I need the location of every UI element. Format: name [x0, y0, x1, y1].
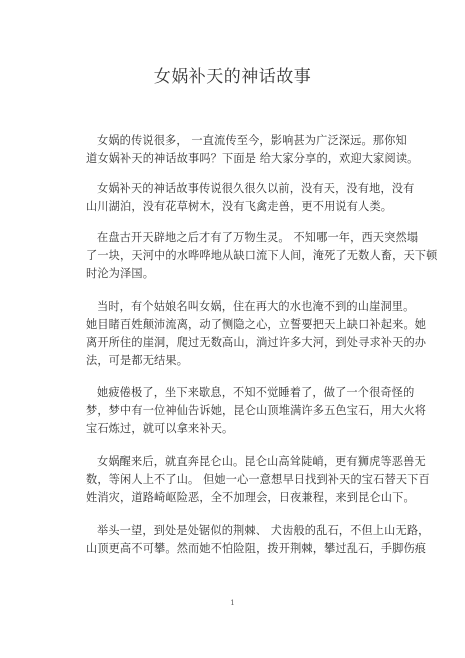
paragraph-3-line-3: 时沦为泽国。	[86, 267, 155, 280]
paragraph-3-line-2: 了一块，天河中的水哗哗地从缺口流下人间，淹死了无数人畜，天下顿	[86, 249, 438, 262]
paragraph-2-line-2: 山川湖泊，没有花草树木，没有飞禽走兽，更不用说有人类。	[86, 200, 393, 213]
paragraph-4-line-4: 法，可是都无结果。	[86, 354, 189, 367]
document-title: 女娲补天的神话故事	[153, 67, 312, 87]
paragraph-3-line-1: 在盘古开天辟地之后才有了万物生灵。 不知哪一年，西天突然塌	[97, 231, 419, 244]
paragraph-5-line-2: 梦，梦中有一位神仙告诉她，昆仑山顶堆满许多五色宝石，用大火将	[86, 404, 427, 417]
paragraph-4-line-1: 当时，有个姑娘名叫女娲，住在再大的水也淹不到的山崖洞里。	[97, 300, 415, 313]
paragraph-6-line-3: 姓消灾，道路崎岖险恶，全不加理会，日夜兼程，来到昆仑山下。	[86, 491, 415, 504]
paragraph-2-line-1: 女娲补天的神话故事传说很久很久以前，没有天，没有地，没有	[97, 182, 415, 195]
paragraph-4-line-3: 离开所住的崖洞，爬过无数高山，淌过许多大河，到处寻求补天的办	[86, 336, 427, 349]
paragraph-7-line-2: 山顶更高不可攀。然而她不怕险阻，拨开荆棘，攀过乱石，手脚伤痕	[86, 542, 427, 555]
paragraph-1-line-2: 道女娲补天的神话故事吗？下面是 给大家分享的，欢迎大家阅读。	[86, 152, 419, 165]
paragraph-6-line-2: 数，等闲人上不了山。 但她一心一意想早日找到补天的宝石替天下百	[86, 473, 430, 486]
paragraph-4-line-2: 她目睹百姓颠沛流离，动了恻隐之心，立誓要把天上缺口补起来。她	[86, 318, 427, 331]
paragraph-5-line-1: 她疲倦极了，坐下来歇息，不知不觉睡着了，做了一个很奇怪的	[97, 386, 415, 399]
paragraph-1-line-1: 女娲的传说很多， 一直流传至今，影响甚为广泛深远。那你知	[97, 134, 407, 147]
page-number: 1	[230, 599, 235, 607]
paragraph-7-line-1: 举头一望，到处是处锯似的荆棘、 犬齿般的乱石，不但上山无路，	[97, 524, 430, 537]
paragraph-5-line-3: 宝石炼过，就可以拿来补天。	[86, 422, 234, 435]
paragraph-6-line-1: 女娲醒来后，就直奔昆仑山。昆仑山高耸陡峭，更有狮虎等恶兽无	[97, 455, 426, 468]
